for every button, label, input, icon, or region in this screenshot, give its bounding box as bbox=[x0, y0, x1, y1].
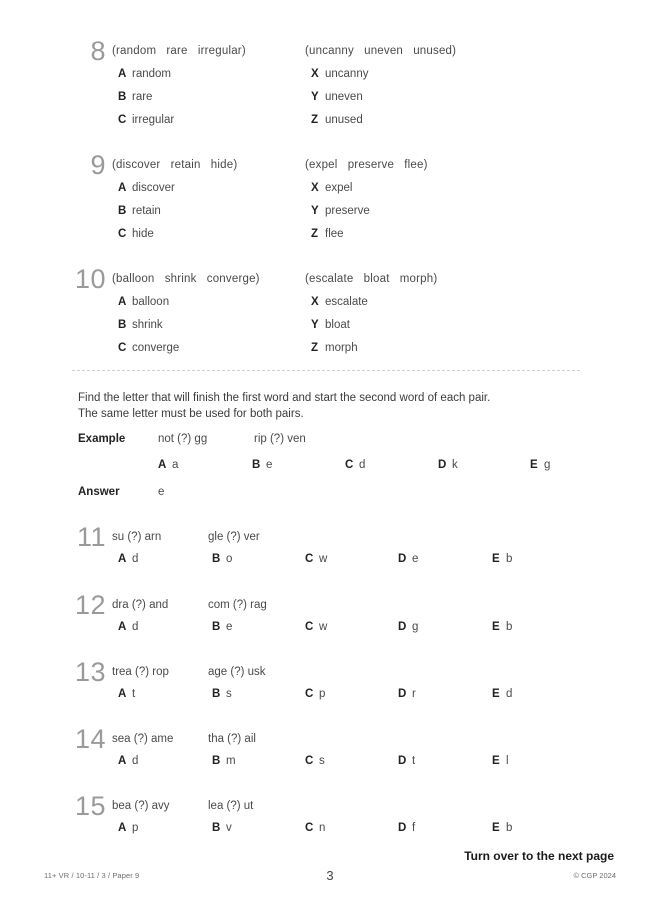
example-label: Example bbox=[78, 433, 126, 445]
option-d[interactable] bbox=[398, 755, 415, 767]
option-row[interactable] bbox=[112, 341, 307, 355]
word-pair-1: bea (?) avy bbox=[112, 800, 170, 812]
example-options-row bbox=[0, 459, 660, 475]
option-value: t bbox=[132, 688, 136, 700]
option-word: random bbox=[132, 68, 171, 80]
option-word: unused bbox=[325, 114, 363, 126]
option-value: f bbox=[412, 822, 416, 834]
option-letter: B bbox=[212, 688, 221, 700]
option-row[interactable] bbox=[112, 227, 307, 241]
option-value: r bbox=[412, 688, 416, 700]
turn-over-notice: Turn over to the next page bbox=[464, 849, 614, 863]
option-letter: E bbox=[492, 755, 500, 767]
option-row[interactable] bbox=[305, 113, 555, 127]
option-row[interactable] bbox=[305, 67, 555, 81]
option-letter: C bbox=[118, 342, 127, 354]
option-row[interactable] bbox=[112, 113, 307, 127]
option-value: d bbox=[132, 755, 139, 767]
option-letter: Z bbox=[311, 228, 319, 240]
option-word: preserve bbox=[325, 205, 370, 217]
option-e[interactable] bbox=[492, 621, 512, 633]
option-word: uncanny bbox=[325, 68, 369, 80]
option-letter: C bbox=[305, 621, 314, 633]
options-row bbox=[0, 688, 660, 704]
option-value: s bbox=[319, 755, 325, 767]
option-value: a bbox=[172, 459, 179, 471]
instruction-line-1: Find the letter that will finish the first word and start the second word of each pair. bbox=[78, 392, 491, 404]
option-word: bloat bbox=[325, 319, 350, 331]
question-number: 15 bbox=[74, 791, 106, 821]
option-letter: B bbox=[212, 553, 221, 565]
option-letter: C bbox=[118, 228, 127, 240]
option-e[interactable] bbox=[530, 459, 550, 471]
option-a[interactable] bbox=[118, 822, 138, 834]
option-letter: A bbox=[118, 755, 127, 767]
option-value: n bbox=[319, 822, 326, 834]
option-letter: C bbox=[305, 688, 314, 700]
option-value: d bbox=[132, 621, 139, 633]
option-row[interactable] bbox=[305, 204, 555, 218]
option-row[interactable] bbox=[305, 90, 555, 104]
option-b[interactable] bbox=[252, 459, 272, 471]
question-left-column bbox=[112, 44, 307, 127]
option-letter: C bbox=[118, 114, 127, 126]
option-value: l bbox=[506, 755, 509, 767]
option-letter: D bbox=[398, 553, 407, 565]
option-letter: A bbox=[118, 688, 127, 700]
option-value: o bbox=[226, 553, 233, 565]
option-row[interactable] bbox=[112, 181, 307, 195]
option-row[interactable] bbox=[305, 341, 555, 355]
option-word: irregular bbox=[132, 114, 175, 126]
option-value: e bbox=[266, 459, 273, 471]
option-value: t bbox=[412, 755, 416, 767]
question-right-column bbox=[305, 272, 555, 355]
option-b[interactable] bbox=[212, 688, 232, 700]
option-d[interactable] bbox=[398, 822, 415, 834]
word-pair-2: gle (?) ver bbox=[208, 531, 260, 543]
option-b[interactable] bbox=[212, 553, 232, 565]
option-b[interactable] bbox=[212, 621, 232, 633]
option-value: v bbox=[226, 822, 232, 834]
option-value: e bbox=[226, 621, 233, 633]
option-c[interactable] bbox=[305, 688, 325, 700]
word-pair-1: trea (?) rop bbox=[112, 666, 169, 678]
option-word: discover bbox=[132, 182, 175, 194]
option-letter: Y bbox=[311, 91, 319, 103]
option-word: balloon bbox=[132, 296, 170, 308]
question-left-column bbox=[112, 158, 307, 241]
option-letter: A bbox=[118, 296, 127, 308]
option-letter: A bbox=[118, 182, 127, 194]
option-row[interactable] bbox=[112, 318, 307, 332]
question-number: 10 bbox=[74, 264, 106, 294]
option-value: m bbox=[226, 755, 236, 767]
option-row[interactable] bbox=[305, 181, 555, 195]
option-b[interactable] bbox=[212, 755, 236, 767]
option-c[interactable] bbox=[305, 755, 325, 767]
question-number: 11 bbox=[76, 522, 106, 552]
option-letter: D bbox=[398, 688, 407, 700]
option-word: retain bbox=[132, 205, 161, 217]
footer-paper-reference: 11+ VR / 10-11 / 3 / Paper 9 bbox=[44, 871, 140, 880]
word-pair-1: sea (?) ame bbox=[112, 733, 174, 745]
instruction-line-2: The same letter must be used for both pairs. bbox=[78, 407, 304, 420]
option-letter: E bbox=[492, 688, 500, 700]
headwords-right: (escalate bloat morph) bbox=[305, 273, 438, 285]
option-letter: C bbox=[305, 755, 314, 767]
question-number: 8 bbox=[90, 36, 106, 66]
option-c[interactable] bbox=[305, 553, 327, 565]
example-pair-1: not (?) gg bbox=[158, 433, 208, 445]
option-word: shrink bbox=[132, 319, 163, 331]
question-left-column bbox=[112, 272, 307, 355]
option-word: uneven bbox=[325, 91, 363, 103]
question-number: 13 bbox=[74, 657, 106, 687]
option-d[interactable] bbox=[438, 459, 458, 471]
headwords-left: (random rare irregular) bbox=[112, 45, 246, 57]
option-b[interactable] bbox=[212, 822, 232, 834]
question-right-column bbox=[305, 158, 555, 241]
option-row[interactable] bbox=[305, 295, 555, 309]
headwords-right: (expel preserve flee) bbox=[305, 159, 428, 171]
option-value: p bbox=[319, 688, 326, 700]
options-row bbox=[0, 553, 660, 569]
word-pair-1: su (?) arn bbox=[112, 531, 162, 543]
option-row[interactable] bbox=[112, 204, 307, 218]
option-letter: C bbox=[345, 459, 354, 471]
option-letter: Y bbox=[311, 205, 319, 217]
option-letter: X bbox=[311, 296, 319, 308]
option-value: e bbox=[412, 553, 419, 565]
option-letter: A bbox=[118, 621, 127, 633]
option-letter: Z bbox=[311, 342, 319, 354]
options-row bbox=[0, 755, 660, 771]
option-letter: D bbox=[438, 459, 447, 471]
word-pair-1: dra (?) and bbox=[112, 599, 169, 611]
option-word: flee bbox=[325, 228, 344, 240]
headwords-right: (uncanny uneven unused) bbox=[305, 45, 457, 57]
word-pair-2: age (?) usk bbox=[208, 666, 266, 678]
option-value: w bbox=[319, 621, 328, 633]
option-letter: B bbox=[118, 205, 127, 217]
question-number: 14 bbox=[74, 724, 106, 754]
section-divider bbox=[72, 370, 580, 371]
option-letter: X bbox=[311, 68, 319, 80]
option-value: b bbox=[506, 553, 513, 565]
option-word: hide bbox=[132, 228, 154, 240]
option-letter: D bbox=[398, 621, 407, 633]
question-number: 12 bbox=[74, 590, 106, 620]
option-a[interactable] bbox=[158, 459, 178, 471]
option-d[interactable] bbox=[398, 621, 418, 633]
option-e[interactable] bbox=[492, 755, 509, 767]
option-letter: A bbox=[118, 822, 127, 834]
option-letter: Y bbox=[311, 319, 319, 331]
option-value: d bbox=[132, 553, 139, 565]
option-d[interactable] bbox=[398, 688, 416, 700]
answer-value: e bbox=[158, 486, 165, 498]
word-pair-2: com (?) rag bbox=[208, 599, 267, 611]
option-letter: B bbox=[212, 621, 221, 633]
question-right-column bbox=[305, 44, 555, 127]
page-number: 3 bbox=[326, 868, 334, 883]
option-letter: A bbox=[118, 553, 127, 565]
option-c[interactable] bbox=[345, 459, 365, 471]
option-letter: A bbox=[118, 68, 127, 80]
option-a[interactable] bbox=[118, 553, 138, 565]
option-word: rare bbox=[132, 91, 153, 103]
option-word: escalate bbox=[325, 296, 368, 308]
option-c[interactable] bbox=[305, 621, 327, 633]
option-row[interactable] bbox=[305, 318, 555, 332]
option-letter: D bbox=[398, 822, 407, 834]
example-pair-2: rip (?) ven bbox=[254, 433, 306, 445]
option-letter: B bbox=[212, 755, 221, 767]
option-a[interactable] bbox=[118, 621, 138, 633]
option-word: expel bbox=[325, 182, 353, 194]
option-value: w bbox=[319, 553, 328, 565]
option-letter: E bbox=[530, 459, 538, 471]
option-value: p bbox=[132, 822, 139, 834]
option-c[interactable] bbox=[305, 822, 325, 834]
option-word: morph bbox=[325, 342, 358, 354]
headwords-left: (discover retain hide) bbox=[112, 159, 238, 171]
option-letter: C bbox=[305, 553, 314, 565]
option-letter: B bbox=[252, 459, 261, 471]
option-a[interactable] bbox=[118, 755, 138, 767]
option-letter: E bbox=[492, 822, 500, 834]
option-letter: B bbox=[212, 822, 221, 834]
option-letter: B bbox=[118, 319, 127, 331]
option-value: d bbox=[506, 688, 513, 700]
option-word: converge bbox=[132, 342, 180, 354]
option-letter: E bbox=[492, 621, 500, 633]
option-d[interactable] bbox=[398, 553, 418, 565]
option-value: b bbox=[506, 621, 513, 633]
option-e[interactable] bbox=[492, 553, 512, 565]
footer-copyright: © CGP 2024 bbox=[573, 871, 616, 880]
question-number: 9 bbox=[90, 150, 106, 180]
option-a[interactable] bbox=[118, 688, 135, 700]
options-row bbox=[0, 822, 660, 838]
option-letter: C bbox=[305, 822, 314, 834]
option-value: g bbox=[544, 459, 551, 471]
headwords-left: (balloon shrink converge) bbox=[112, 273, 260, 285]
option-row[interactable] bbox=[305, 227, 555, 241]
option-e[interactable] bbox=[492, 688, 512, 700]
option-row[interactable] bbox=[112, 90, 307, 104]
section-instructions bbox=[78, 391, 598, 422]
option-letter: A bbox=[158, 459, 167, 471]
option-value: k bbox=[452, 459, 458, 471]
option-value: s bbox=[226, 688, 232, 700]
option-row[interactable] bbox=[112, 67, 307, 81]
option-value: b bbox=[506, 822, 513, 834]
option-value: d bbox=[359, 459, 366, 471]
option-letter: X bbox=[311, 182, 319, 194]
options-row bbox=[0, 621, 660, 637]
option-letter: D bbox=[398, 755, 407, 767]
option-letter: B bbox=[118, 91, 127, 103]
option-letter: Z bbox=[311, 114, 319, 126]
word-pair-2: lea (?) ut bbox=[208, 800, 254, 812]
option-letter: E bbox=[492, 553, 500, 565]
answer-label: Answer bbox=[78, 486, 120, 498]
option-e[interactable] bbox=[492, 822, 512, 834]
word-pair-2: tha (?) ail bbox=[208, 733, 256, 745]
option-row[interactable] bbox=[112, 295, 307, 309]
option-value: g bbox=[412, 621, 419, 633]
